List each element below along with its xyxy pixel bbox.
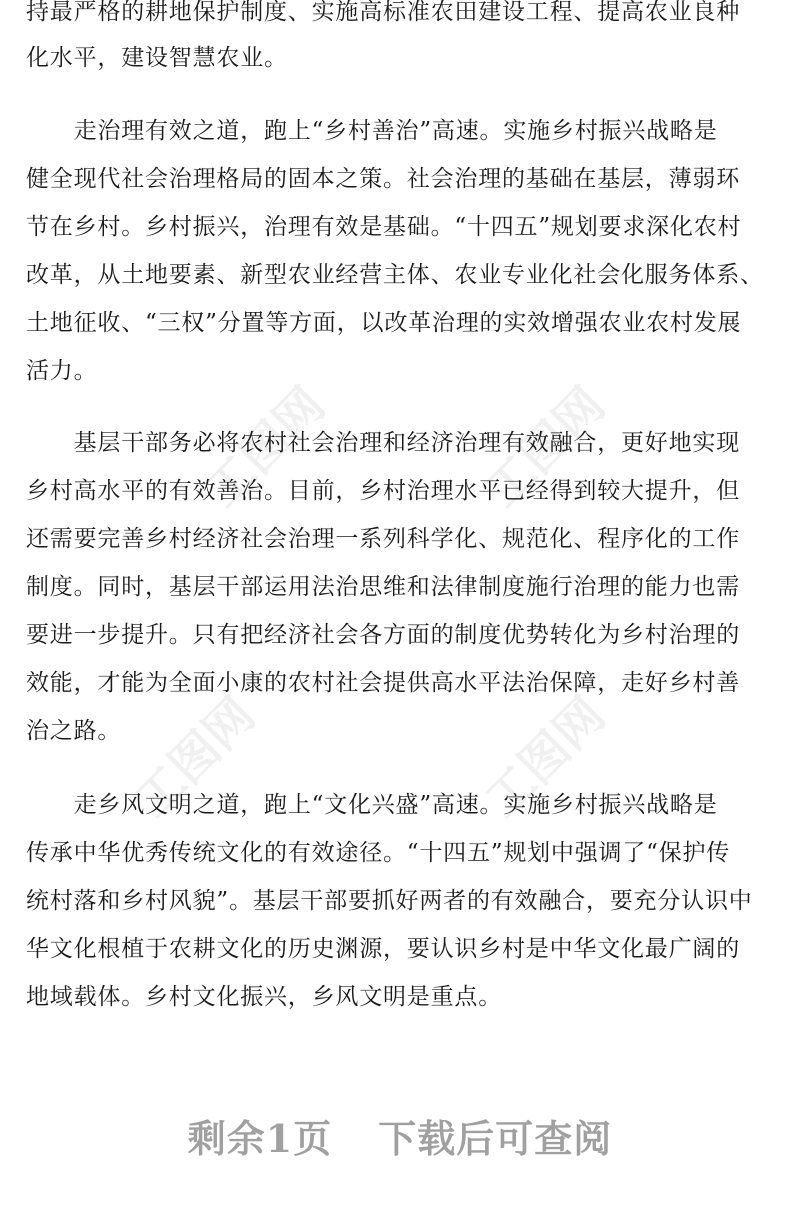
remaining-pages-banner[interactable] — [0, 1108, 800, 1163]
text-line: 地域载体。乡村文化振兴，乡风文明是重点。 — [26, 984, 502, 1010]
watermark: 工图网 — [474, 686, 616, 829]
text-line: 乡村高水平的有效善治。目前，乡村治理水平已经得到较大提升，但 — [26, 478, 740, 504]
text-line: 华文化根植于农耕文化的历史渊源，要认识乡村是中华文化最广阔的 — [26, 936, 740, 962]
watermark: 工图网 — [194, 376, 336, 519]
text-line: 效能，才能为全面小康的农村社会提供高水平法治保障，走好乡村善 — [26, 670, 740, 696]
text-line: 土地征收、“三权”分置等方面，以改革治理的实效增强农业农村发展 — [26, 310, 742, 336]
text-line: 走治理有效之道，跑上“乡村善治”高速。实施乡村振兴战略是 — [26, 118, 718, 144]
text-line: 要进一步提升。只有把经济社会各方面的制度优势转化为乡村治理的 — [26, 622, 740, 648]
text-line: 节在乡村。乡村振兴，治理有效是基础。“十四五”规划要求深化农村 — [26, 214, 742, 240]
text-line: 活力。 — [26, 358, 98, 384]
text-line: 化水平，建设智慧农业。 — [26, 45, 288, 71]
remaining-pages-label: 剩余1页 — [187, 1116, 333, 1161]
text-line: 走乡风文明之道，跑上“文化兴盛”高速。实施乡村振兴战略是 — [26, 792, 718, 818]
text-line: 基层干部务必将农村社会治理和经济治理有效融合，更好地实现 — [26, 430, 740, 456]
text-line: 传承中华优秀传统文化的有效途径。“十四五”规划中强调了“保护传 — [26, 840, 731, 866]
text-line: 健全现代社会治理格局的固本之策。社会治理的基础在基层，薄弱环 — [26, 166, 740, 192]
text-line: 改革，从土地要素、新型农业经营主体、农业专业化社会化服务体系、 — [26, 262, 764, 288]
text-line: 制度。同时，基层干部运用法治思维和法律制度施行治理的能力也需 — [26, 574, 740, 600]
text-line: 治之路。 — [26, 718, 122, 744]
text-line: 持最严格的耕地保护制度、实施高标准农田建设工程、提高农业良种 — [26, 0, 740, 25]
text-line: 统村落和乡村风貌”。基层干部要抓好两者的有效融合，要充分认识中 — [26, 888, 753, 914]
download-prompt-label[interactable]: 下载后可查阅 — [378, 1116, 613, 1161]
text-line: 还需要完善乡村经济社会治理一系列科学化、规范化、程序化的工作 — [26, 526, 740, 552]
watermark: 工图网 — [474, 376, 616, 519]
watermark: 工图网 — [124, 686, 266, 829]
